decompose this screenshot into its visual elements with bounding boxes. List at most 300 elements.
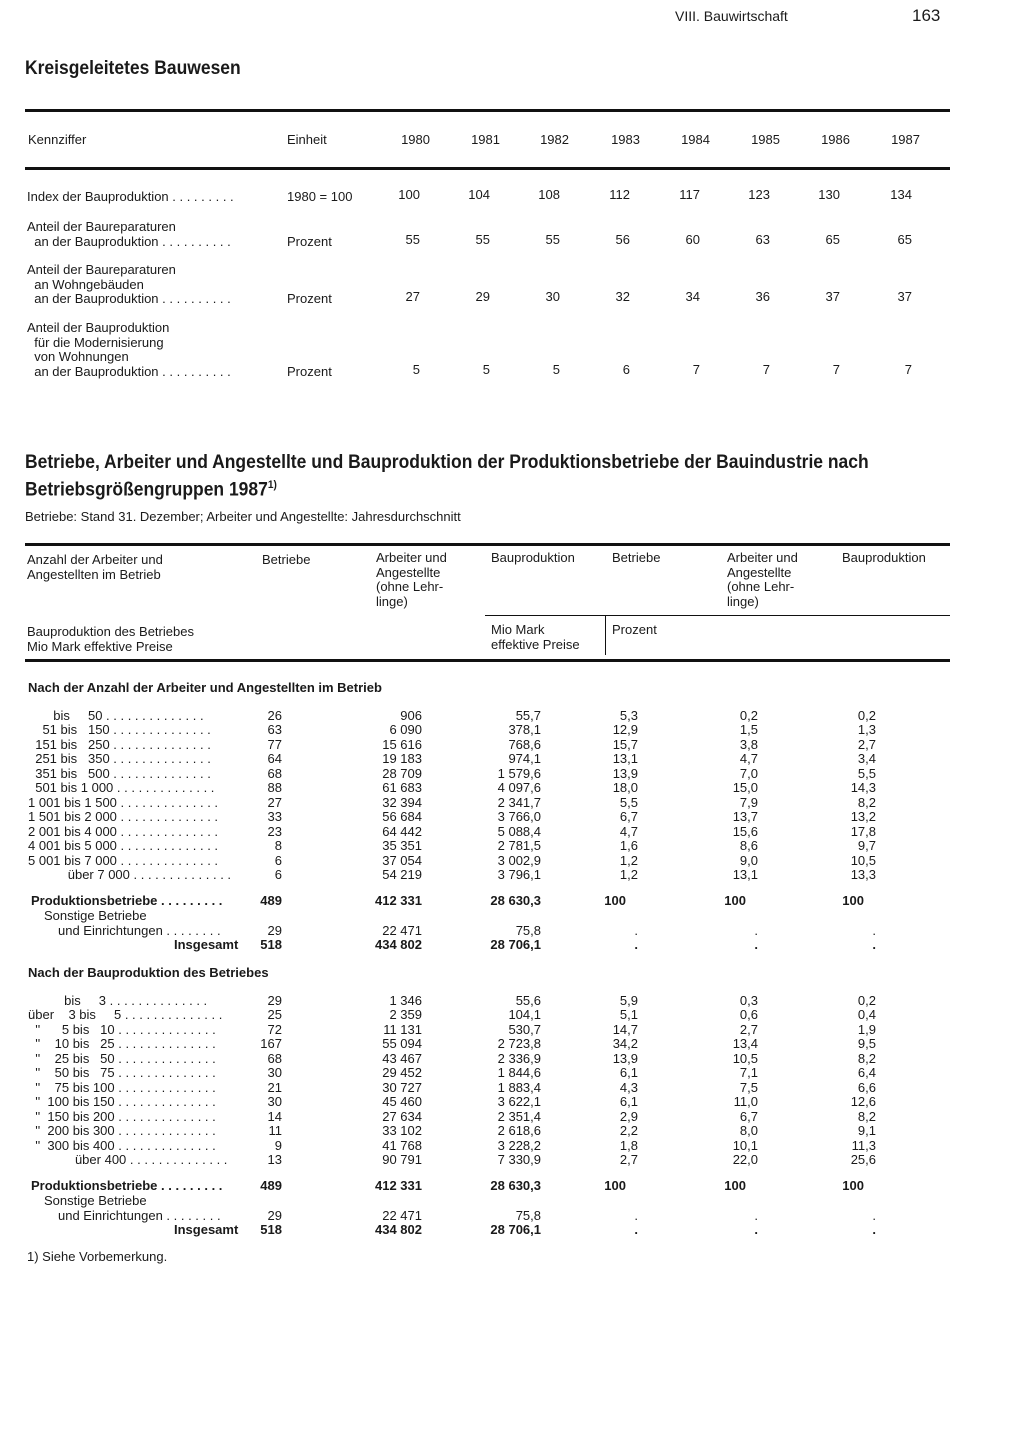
table2-cell: 7,5	[739, 1079, 758, 1095]
table1-cell: 6	[622, 361, 630, 377]
table2-cell: 5,1	[619, 1007, 638, 1023]
table2-cell: 2 351,4	[497, 1108, 541, 1124]
table2-cell: 6 090	[389, 722, 422, 738]
table1-year-header: 1984	[681, 132, 710, 147]
table2-cell: 3,8	[739, 736, 758, 752]
table1-row-label: Anteil der Baureparaturen	[27, 219, 176, 234]
section-header: VIII. Bauwirtschaft	[675, 8, 788, 24]
table2-cell: 43 467	[382, 1050, 422, 1066]
table2-col-header: Bauproduktion des Betriebes	[27, 624, 194, 639]
table2-cell: 1 883,4	[497, 1079, 541, 1095]
table1-cell: 112	[609, 187, 630, 202]
table2-cell: 6	[274, 852, 282, 868]
table2-cell: 2 359	[389, 1007, 422, 1023]
table2-cell: 5,9	[619, 993, 638, 1008]
table2-cell: 5,5	[857, 765, 876, 781]
table1-cell: 60	[685, 231, 700, 247]
table1-year-header: 1985	[751, 132, 780, 147]
table2-total-cell: 434 802	[375, 937, 422, 953]
table2-total-cell: 28 706,1	[490, 937, 541, 953]
table2-cell: 45 460	[382, 1094, 422, 1110]
table2-total-cell: .	[634, 1222, 638, 1238]
table2-cell: 35 351	[382, 838, 422, 854]
table2-cell: 30 727	[382, 1079, 422, 1095]
table2-cell: 8,2	[857, 1050, 876, 1066]
table2-cell: 12,9	[612, 722, 638, 738]
table2-total-cell: 434 802	[375, 1222, 422, 1238]
table2-cell: 13	[267, 1151, 282, 1167]
table2-cell: 104,1	[508, 1007, 541, 1023]
table2-top-rule	[25, 543, 950, 546]
table2-col-header: effektive Preise	[491, 636, 580, 652]
table2-total-cell: .	[754, 1222, 758, 1238]
table2-cell: 2,2	[619, 1123, 638, 1139]
table2-col-header: Arbeiter und	[727, 550, 798, 565]
table2-cell: 68	[267, 1050, 282, 1066]
table1-year-header: 1983	[611, 132, 640, 147]
table1-cell: 7	[904, 361, 912, 377]
table2-cell: 13,7	[732, 809, 758, 825]
table2-col-header: (ohne Lehr-	[727, 579, 795, 594]
table2-cell: 6,7	[619, 809, 638, 825]
table2-cell: 13,1	[612, 751, 638, 767]
table1-row-unit: Prozent	[287, 233, 332, 249]
table2-cell: 2 618,6	[497, 1123, 541, 1139]
table2-sonst-cell: .	[754, 1207, 758, 1223]
table2-row-label: '' 200 bis 300 . . . . . . . . . . . . . .	[28, 1123, 216, 1139]
table2-sonst-label: Sonstige Betriebe	[44, 908, 147, 924]
table1-title: Kreisgeleitetes Bauwesen	[25, 58, 241, 79]
table2-cell: 15,0	[732, 780, 758, 796]
table2-cell: 13,9	[612, 765, 638, 781]
table2-cell: 8,2	[857, 794, 876, 810]
table2-row-label: '' 100 bis 150 . . . . . . . . . . . . . .	[28, 1094, 216, 1110]
table2-cell: 5,3	[619, 708, 638, 723]
table2-cell: 27	[267, 794, 282, 810]
table2-prod-label: Produktionsbetriebe . . . . . . . . .	[31, 1178, 223, 1194]
table1-cell: 123	[748, 187, 770, 202]
table2-row-label: 51 bis 150 . . . . . . . . . . . . . .	[28, 722, 211, 738]
footnote: 1) Siehe Vorbemerkung.	[27, 1249, 168, 1264]
table2-cell: 13,9	[612, 1050, 638, 1066]
table2-cell: 68	[267, 765, 282, 781]
table1-col-einheit: Einheit	[287, 132, 327, 147]
table2-cell: 0,4	[857, 1007, 876, 1023]
table2-row-label: über 400 . . . . . . . . . . . . . .	[28, 1151, 228, 1167]
table2-cell: 54 219	[382, 866, 422, 882]
table2-row-label: '' 10 bis 25 . . . . . . . . . . . . . .	[28, 1036, 216, 1052]
table1-row-unit: 1980 = 100	[287, 189, 353, 204]
table2-col-header: linge)	[376, 593, 408, 609]
table2-cell: 33	[267, 809, 282, 825]
table2-title-text: Betriebe, Arbeiter und Angestellte und Bauproduktion der Produktionsbetriebe der Bauindustrie nach Betriebsgrößengruppen 1987	[25, 452, 869, 501]
table2-cell: 906	[400, 708, 422, 723]
table1-row-label: an Wohngebäuden	[27, 276, 144, 292]
table1-cell: 30	[545, 289, 560, 304]
table2-header-rule	[485, 615, 950, 616]
table2-cell: 37 054	[382, 852, 422, 868]
table2-sonst-cell: 29	[267, 922, 282, 938]
table2-cell: 1 844,6	[497, 1065, 541, 1081]
table2-cell: 974,1	[508, 751, 541, 767]
table2-cell: 1 579,6	[497, 765, 541, 781]
table2-cell: 2 336,9	[497, 1050, 541, 1066]
table2-total-cell: 518	[260, 937, 282, 953]
table2-col-header: Bauproduktion	[842, 550, 926, 565]
table2-cell: 14	[267, 1108, 282, 1124]
table2-cell: 3 622,1	[497, 1094, 541, 1110]
table2-cell: 63	[267, 722, 282, 738]
table2-cell: 29	[267, 993, 282, 1008]
table2-sonst-cell: .	[872, 922, 876, 938]
table2-sonst-cell: 75,8	[515, 922, 541, 938]
table2-cell: 378,1	[508, 722, 541, 738]
table2-col-header: Bauproduktion	[491, 550, 575, 565]
table2-head-rule	[25, 659, 950, 662]
table2-sonst-label: Sonstige Betriebe	[44, 1193, 147, 1209]
table2-cell: 61 683	[382, 780, 422, 796]
table2-cell: 7,9	[739, 794, 758, 810]
table2-cell: 3 002,9	[497, 852, 541, 868]
table1-cell: 56	[615, 231, 630, 247]
table2-col-header: linge)	[727, 593, 759, 609]
table2-cell: 13,1	[732, 866, 758, 882]
table1-cell: 5	[482, 361, 490, 377]
table2-cell: 9,5	[857, 1036, 876, 1052]
table2-cell: 64	[267, 751, 282, 767]
table2-cell: 25,6	[850, 1151, 876, 1167]
table2-header-divider	[605, 615, 606, 655]
table1-cell: 130	[818, 187, 840, 202]
table2-row-label: '' 25 bis 50 . . . . . . . . . . . . . .	[28, 1050, 216, 1066]
page-number: 163	[912, 6, 941, 25]
table2-row-label: '' 150 bis 200 . . . . . . . . . . . . . .	[28, 1108, 216, 1124]
table2-cell: 15,6	[732, 823, 758, 839]
table2-col-header: (ohne Lehr-	[376, 579, 444, 594]
table2-title	[25, 452, 908, 501]
table2-row-label: über 3 bis 5 . . . . . . . . . . . . . .	[28, 1007, 223, 1023]
table1-cell: 32	[615, 289, 630, 304]
table2-row-label: bis 3 . . . . . . . . . . . . . .	[28, 993, 208, 1008]
table2-cell: 17,8	[850, 823, 876, 839]
table2-row-label: über 7 000 . . . . . . . . . . . . . .	[28, 866, 232, 882]
table1-row-label: Anteil der Baureparaturen	[27, 262, 176, 277]
table2-row-label: 1 501 bis 2 000 . . . . . . . . . . . . . .	[28, 809, 219, 825]
table2-total-label: Insgesamt	[174, 937, 239, 953]
table1-row-label: für die Modernisierung	[27, 334, 164, 350]
table2-sonst-label: und Einrichtungen . . . . . . . .	[58, 922, 221, 938]
table2-cell: 14,3	[850, 780, 876, 796]
table2-cell: 10,5	[732, 1050, 758, 1066]
table1-cell: 34	[685, 289, 700, 304]
table2-row-label: 251 bis 350 . . . . . . . . . . . . . .	[28, 751, 211, 767]
table1-cell: 117	[679, 187, 700, 202]
table2-cell: 34,2	[612, 1036, 638, 1052]
table1-year-header: 1987	[891, 132, 920, 147]
table2-cell: 6	[274, 866, 282, 882]
table2-section-title: Nach der Anzahl der Arbeiter und Angestellten im Betrieb	[28, 680, 382, 695]
table2-cell: 0,6	[739, 1007, 758, 1023]
table2-cell: 0,3	[739, 993, 758, 1008]
table2-row-label: bis 50 . . . . . . . . . . . . . .	[28, 708, 204, 723]
table2-sonst-cell: 22 471	[382, 922, 422, 938]
table2-cell: 9,7	[857, 838, 876, 854]
table2-cell: 2,7	[619, 1151, 638, 1167]
table2-col-header: Angestellte	[376, 564, 441, 580]
table2-cell: 2 341,7	[497, 794, 541, 810]
table2-cell: 10,5	[850, 852, 876, 868]
table2-cell: 6,7	[739, 1108, 758, 1124]
table2-total-label: Insgesamt	[174, 1222, 239, 1238]
table1-row-label: an der Bauproduktion . . . . . . . . . .	[27, 363, 231, 379]
table1-cell: 5	[552, 361, 560, 377]
table1-col-kennziffer: Kennziffer	[28, 132, 87, 147]
table2-cell: 21	[267, 1079, 282, 1095]
table2-col-header: Arbeiter und	[376, 550, 447, 565]
table1-row-label: von Wohnungen	[27, 349, 129, 364]
table2-cell: 64 442	[382, 823, 422, 839]
table2-col-header: Angestellte	[727, 564, 792, 580]
table2-cell: 10,1	[732, 1137, 758, 1153]
table2-sonst-cell: 29	[267, 1207, 282, 1223]
table2-cell: 19 183	[382, 751, 422, 767]
table2-cell: 88	[267, 780, 282, 796]
table1-cell: 55	[475, 231, 490, 247]
table1-cell: 29	[475, 289, 490, 304]
table2-row-label: 1 001 bis 1 500 . . . . . . . . . . . . . .	[28, 794, 219, 810]
table1-year-header: 1982	[540, 132, 569, 147]
table2-total-cell: .	[872, 937, 876, 953]
table2-sonst-cell: 22 471	[382, 1207, 422, 1223]
table2-prod-cell: 100	[842, 893, 864, 909]
table2-prod-cell: 412 331	[375, 1178, 422, 1194]
table2-cell: 2,9	[619, 1108, 638, 1124]
table2-cell: 6,1	[619, 1065, 638, 1081]
table2-cell: 7 330,9	[497, 1151, 541, 1167]
table2-cell: 4,3	[619, 1079, 638, 1095]
table2-cell: 0,2	[857, 993, 876, 1008]
table2-sonst-label: und Einrichtungen . . . . . . . .	[58, 1207, 221, 1223]
table1-cell: 5	[412, 361, 420, 377]
table2-cell: 1,3	[857, 722, 876, 738]
table2-prod-cell: 100	[604, 1178, 626, 1194]
table2-cell: 167	[260, 1036, 282, 1052]
table1-cell: 104	[468, 187, 490, 202]
table1-row-label: an der Bauproduktion . . . . . . . . . .	[27, 233, 231, 249]
table2-total-cell: 28 706,1	[490, 1222, 541, 1238]
table2-total-cell: .	[754, 937, 758, 953]
table2-cell: 768,6	[508, 736, 541, 752]
table2-cell: 3 228,2	[497, 1137, 541, 1153]
table1-year-header: 1986	[821, 132, 850, 147]
table2-prod-cell: 100	[842, 1178, 864, 1194]
table2-cell: 6,6	[857, 1079, 876, 1095]
table2-cell: 3,4	[857, 751, 876, 767]
table1-top-rule	[25, 109, 950, 112]
table2-total-cell: .	[634, 937, 638, 953]
table1-cell: 108	[538, 187, 560, 202]
table2-cell: 1,2	[619, 852, 638, 868]
table2-row-label: '' 5 bis 10 . . . . . . . . . . . . . .	[28, 1021, 216, 1037]
table2-cell: 25	[267, 1007, 282, 1023]
table2-col-header: Mio Mark effektive Preise	[27, 638, 173, 654]
table2-cell: 8,2	[857, 1108, 876, 1124]
table2-cell: 2,7	[857, 736, 876, 752]
table2-prod-cell: 100	[604, 893, 626, 909]
table2-sonst-cell: 75,8	[515, 1207, 541, 1223]
table2-row-label: '' 50 bis 75 . . . . . . . . . . . . . .	[28, 1065, 216, 1081]
table2-cell: 7,0	[739, 765, 758, 781]
table2-prod-cell: 412 331	[375, 893, 422, 909]
table2-col-header: Mio Mark	[491, 622, 545, 637]
table2-cell: 22,0	[732, 1151, 758, 1167]
table2-cell: 26	[267, 708, 282, 723]
table2-cell: 13,3	[850, 866, 876, 882]
table2-cell: 41 768	[382, 1137, 422, 1153]
table2-cell: 55,6	[515, 993, 541, 1008]
table2-sonst-cell: .	[872, 1207, 876, 1223]
table2-col-header: Prozent	[612, 622, 657, 637]
table2-cell: 4,7	[739, 751, 758, 767]
table2-row-label: 501 bis 1 000 . . . . . . . . . . . . . .	[28, 780, 215, 796]
table1-cell: 65	[897, 231, 912, 247]
table1-year-header: 1981	[471, 132, 500, 147]
table2-row-label: 151 bis 250 . . . . . . . . . . . . . .	[28, 736, 211, 752]
table2-cell: 4 097,6	[497, 780, 541, 796]
table2-cell: 6,1	[619, 1094, 638, 1110]
table2-col-header: Betriebe	[262, 552, 311, 567]
table2-prod-cell: 489	[260, 1178, 282, 1194]
table2-prod-cell: 28 630,3	[490, 1178, 541, 1194]
table2-cell: 11,0	[733, 1094, 758, 1110]
table2-cell: 0,2	[739, 708, 758, 723]
table2-cell: 5,5	[619, 794, 638, 810]
table2-cell: 9,0	[739, 852, 758, 868]
table1-cell: 55	[405, 231, 420, 247]
table2-row-label: '' 300 bis 400 . . . . . . . . . . . . . .	[28, 1137, 216, 1153]
table2-cell: 13,4	[732, 1036, 758, 1052]
table2-col-header: Angestellten im Betrieb	[27, 566, 161, 582]
table2-cell: 1,8	[619, 1137, 638, 1153]
table1-cell: 36	[755, 289, 770, 304]
table2-cell: 1,5	[739, 722, 758, 738]
table2-section-title: Nach der Bauproduktion des Betriebes	[28, 965, 269, 980]
table2-row-label: 5 001 bis 7 000 . . . . . . . . . . . . . .	[28, 852, 219, 868]
table2-prod-cell: 489	[260, 893, 282, 909]
table2-cell: 90 791	[382, 1151, 422, 1167]
table2-cell: 33 102	[382, 1123, 422, 1139]
table2-cell: 5 088,4	[497, 823, 541, 839]
table2-col-header: Betriebe	[612, 550, 661, 565]
table2-cell: 7,1	[739, 1065, 758, 1081]
table2-sonst-cell: .	[634, 922, 638, 938]
table2-row-label: 2 001 bis 4 000 . . . . . . . . . . . . . .	[28, 823, 219, 839]
table2-cell: 55,7	[515, 708, 541, 723]
table1-cell: 134	[890, 187, 912, 202]
table2-prod-cell: 28 630,3	[490, 893, 541, 909]
table2-cell: 3 796,1	[497, 866, 541, 882]
table1-row-label: Index der Bauproduktion . . . . . . . . .	[27, 189, 234, 204]
table2-prod-label: Produktionsbetriebe . . . . . . . . .	[31, 893, 223, 909]
table2-cell: 0,2	[857, 708, 876, 723]
table2-cell: 72	[267, 1021, 282, 1037]
table2-cell: 1 346	[389, 993, 422, 1008]
table2-cell: 9,1	[857, 1123, 876, 1139]
table1-cell: 7	[762, 361, 770, 377]
table2-cell: 29 452	[382, 1065, 422, 1081]
table2-prod-cell: 100	[724, 893, 746, 909]
table2-cell: 530,7	[508, 1021, 541, 1037]
table1-year-header: 1980	[401, 132, 430, 147]
table1-cell: 100	[398, 187, 420, 202]
table2-cell: 11,3	[851, 1137, 876, 1153]
table2-prod-cell: 100	[724, 1178, 746, 1194]
table1-cell: 37	[897, 289, 912, 304]
table1-cell: 7	[692, 361, 700, 377]
table2-cell: 11 131	[383, 1021, 422, 1037]
table2-cell: 2,7	[739, 1021, 758, 1037]
table2-total-cell: .	[872, 1222, 876, 1238]
table2-cell: 1,6	[619, 838, 638, 854]
table2-cell: 2 723,8	[497, 1036, 541, 1052]
table1-cell: 55	[545, 231, 560, 247]
table2-cell: 28 709	[382, 765, 422, 781]
table2-cell: 30	[267, 1094, 282, 1110]
table2-cell: 8,0	[739, 1123, 758, 1139]
table2-cell: 55 094	[382, 1036, 422, 1052]
table1-row-unit: Prozent	[287, 363, 332, 379]
table2-cell: 32 394	[382, 794, 422, 810]
table2-cell: 1,2	[619, 866, 638, 882]
table2-cell: 6,4	[857, 1065, 876, 1081]
table1-cell: 65	[825, 231, 840, 247]
table2-cell: 2 781,5	[497, 838, 541, 854]
table2-total-cell: 518	[260, 1222, 282, 1238]
table1-row-unit: Prozent	[287, 291, 332, 306]
table2-row-label: '' 75 bis 100 . . . . . . . . . . . . . .	[28, 1079, 216, 1095]
table2-cell: 4,7	[619, 823, 638, 839]
table2-col-header: Anzahl der Arbeiter und	[27, 552, 163, 567]
table1-row-label: Anteil der Bauproduktion	[27, 320, 170, 335]
table1-cell: 37	[825, 289, 840, 304]
table2-subtitle: Betriebe: Stand 31. Dezember; Arbeiter und Angestellte: Jahresdurchschnitt	[25, 509, 461, 524]
table2-cell: 12,6	[850, 1094, 876, 1110]
table1-row-label: an der Bauproduktion . . . . . . . . . .	[27, 291, 231, 306]
table2-cell: 8,6	[739, 838, 758, 854]
table2-cell: 77	[267, 736, 282, 752]
table2-cell: 18,0	[612, 780, 638, 796]
table2-sonst-cell: .	[634, 1207, 638, 1223]
table2-row-label: 351 bis 500 . . . . . . . . . . . . . .	[28, 765, 211, 781]
table2-cell: 56 684	[382, 809, 422, 825]
table2-cell: 27 634	[382, 1108, 422, 1124]
table2-cell: 15,7	[612, 736, 638, 752]
table2-cell: 1,9	[857, 1021, 876, 1037]
table2-cell: 8	[274, 838, 282, 854]
table2-cell: 3 766,0	[497, 809, 541, 825]
table2-cell: 13,2	[850, 809, 876, 825]
table2-cell: 15 616	[382, 736, 422, 752]
table1-cell: 63	[755, 231, 770, 247]
table2-cell: 23	[267, 823, 282, 839]
table2-row-label: 4 001 bis 5 000 . . . . . . . . . . . . . .	[28, 838, 219, 854]
table1-cell: 7	[832, 361, 840, 377]
table2-cell: 30	[267, 1065, 282, 1081]
table2-cell: 9	[274, 1137, 282, 1153]
table1-cell: 27	[405, 289, 420, 304]
table2-cell: 11	[268, 1123, 282, 1139]
table2-sonst-cell: .	[754, 922, 758, 938]
